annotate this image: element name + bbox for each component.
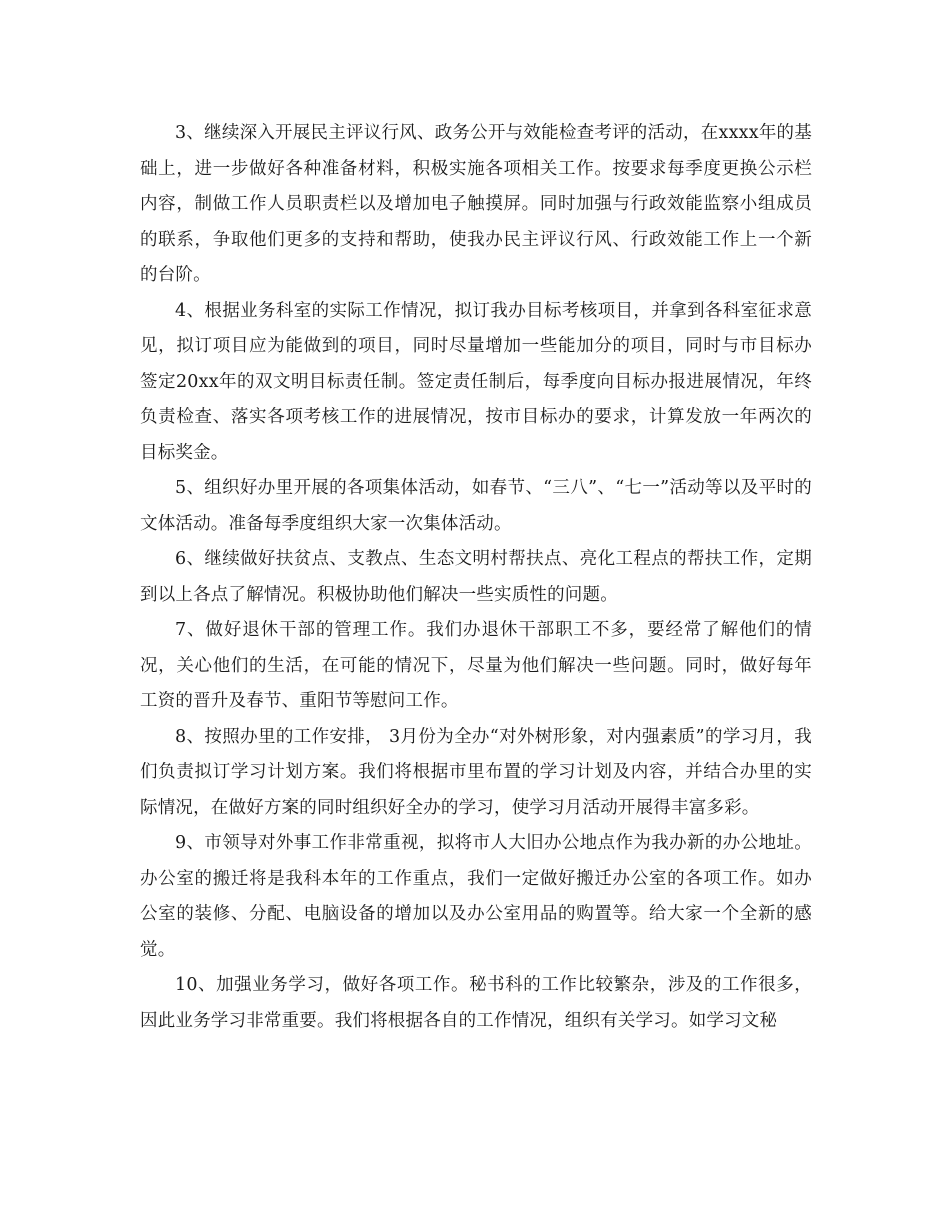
document-body [140,116,812,1039]
paragraph-item-7: 7、做好退休干部的管理工作。我们办退休干部职工不多，要经常了解他们的情况，关心他们的生活，在可能的情况下，尽量为他们解决一些问题。同时，做好每年工资的晋升及春节、重阳节等慰问工作。 [140,620,812,711]
paragraph-item-5: 5、组织好办里开展的各项集体活动，如春节、“三八”、“七一”活动等以及平时的文体活动。准备每季度组织大家一次集体活动。 [140,478,812,534]
paragraph-item-8: 8、按照办里的工作安排， 3月份为全办“对外树形象，对内强素质”的学习月，我们负责拟订学习计划方案。我们将根据市里布置的学习计划及内容，并结合办里的实际情况，在做好方案的同时组织好全办的学习，使学习月活动开展得丰富多彩。 [140,726,812,818]
paragraph-item-3: 3、继续深入开展民主评议行风、政务公开与效能检查考评的活动，在xxxx年的基础上，进一步做好各种准备材料，积极实施各项相关工作。按要求每季度更换公示栏内容，制做工作人员职责栏以及增加电子触摸屏。同时加强与行政效能监察小组成员的联系，争取他们更多的支持和帮助，使我办民主评议行风、行政效能工作上一个新的台阶。 [140,123,812,285]
paragraph-item-4: 4、根据业务科室的实际工作情况，拟订我办目标考核项目，并拿到各科室征求意见，拟订项目应为能做到的项目，同时尽量增加一些能加分的项目，同时与市目标办签定20xx年的双文明目标责任制。签定责任制后，每季度向目标办报进展情况，年终负责检查、落实各项考核工作的进展情况，按市目标办的要求，计算发放一年两次的目标奖金。 [140,300,812,463]
paragraph-item-6: 6、继续做好扶贫点、支教点、生态文明村帮扶点、亮化工程点的帮扶工作，定期到以上各点了解情况。积极协助他们解决一些实质性的问题。 [140,549,812,605]
paragraph-item-10: 10、加强业务学习，做好各项工作。秘书科的工作比较繁杂，涉及的工作很多，因此业务学习非常重要。我们将根据各自的工作情况，组织有关学习。如学习文秘 [140,975,812,1031]
paragraph-item-9: 9、市领导对外事工作非常重视，拟将市人大旧办公地点作为我办新的办公地址。办公室的搬迁将是我科本年的工作重点，我们一定做好搬迁办公室的各项工作。如办公室的装修、分配、电脑设备的增加以及办公室用品的购置等。给大家一个全新的感觉。 [140,833,812,960]
